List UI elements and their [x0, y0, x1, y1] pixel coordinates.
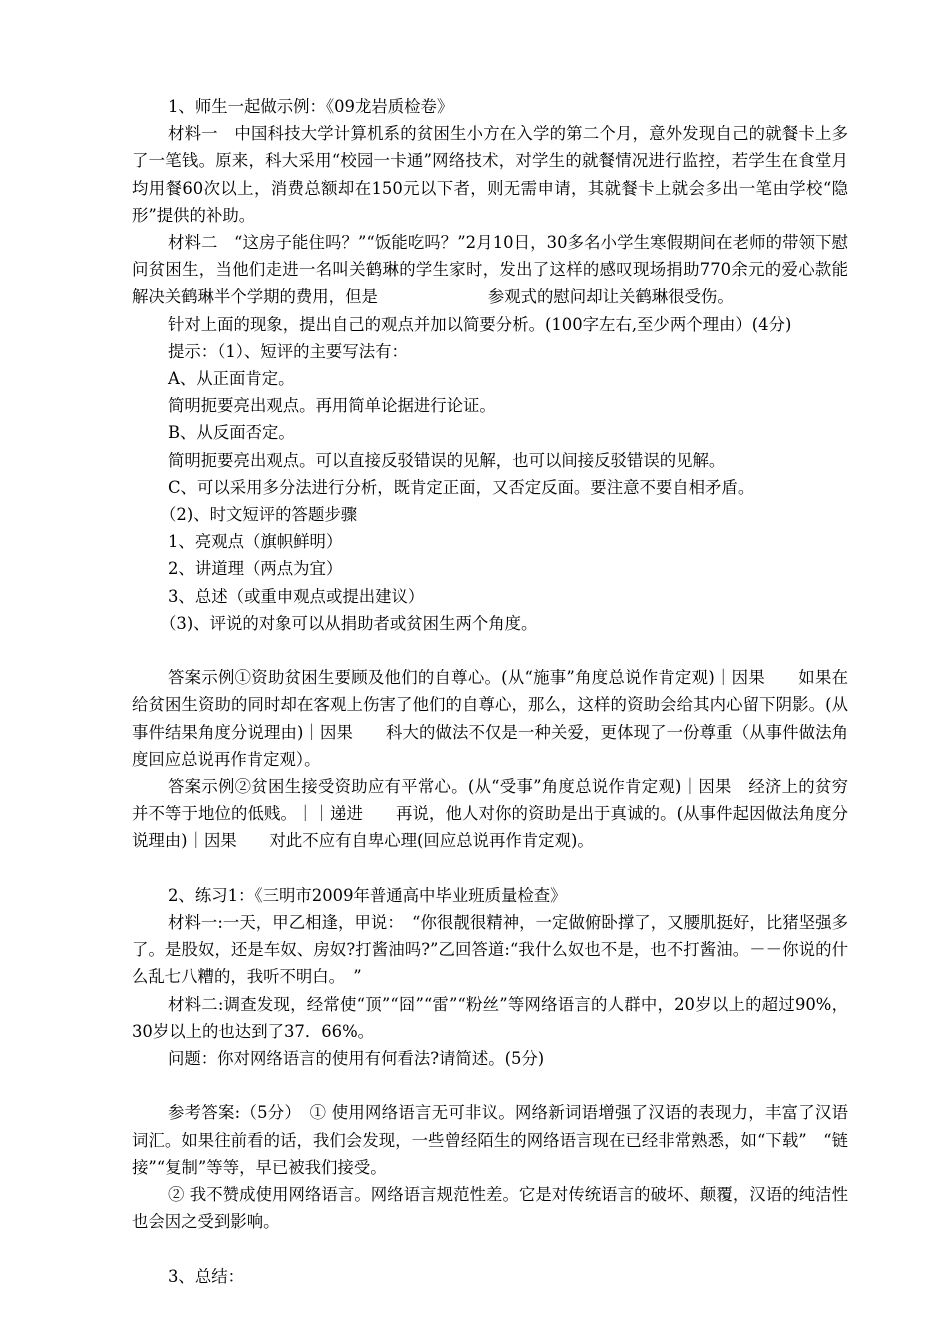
tip-line: 3、总述（或重申观点或提出建议）	[168, 586, 425, 606]
section1-material2-part-a: 材料二 “这房子能住吗？”“饭能吃吗？”2月10日，30多名小学生寒假期间在老师的带领下慰问贫困生，当他们走进一名叫关鹤琳的学生家时，发出了这样的感叹现场捐助770余元的爱心款能解决关鹤琳半个学期的费用，但是	[132, 233, 848, 307]
tip-line: A、从正面肯定。	[168, 369, 295, 389]
tip-line: （2)、时文短评的答题步骤	[160, 505, 358, 525]
tip-line: 提示：（1）、短评的主要写法有：	[168, 341, 408, 361]
section2-heading: 2、练习1：《三明市2009年普通高中毕业班质量检查》	[168, 885, 567, 905]
tip-line: 2、讲道理（两点为宜）	[168, 559, 343, 579]
blank-line	[132, 1072, 848, 1099]
blank-line	[132, 637, 848, 664]
tip-line: 1、亮观点（旗帜鲜明）	[168, 532, 343, 552]
section3-heading: 3、总结：	[168, 1266, 244, 1286]
section2-answer2: ② 我不赞成使用网络语言。网络语言规范性差。它是对传统语言的破坏、颠覆，汉语的纯洁性也会因之受到影响。	[132, 1185, 848, 1232]
section2-question: 问题：你对网络语言的使用有何看法?请简述。(5分)	[168, 1049, 545, 1069]
tip-line: B、从反面否定。	[168, 423, 295, 443]
section1-material1: 材料一 中国科技大学计算机系的贫困生小方在入学的第二个月，意外发现自己的就餐卡上多了一笔钱。原来，科大采用“校园一卡通”网络技术，对学生的就餐情况进行监控，若学生在食堂月均用餐60次以上，消费总额却在150元以下者，则无需申请，其就餐卡上就会多出一笔由学校“隐形”提供的补助。	[132, 124, 848, 225]
tip-line: （3)、评说的对象可以从捐助者或贫困生两个角度。	[160, 613, 538, 633]
section1-material2	[132, 229, 848, 311]
section2-material1: 材料一:一天，甲乙相逢，甲说： “你很靓很精神，一定做俯卧撑了，又腰肌挺好，比猪坚强多了。是股奴，还是车奴、房奴?打酱油吗?”乙回答道:“我什么奴也不是，也不打酱油。－－你说的什么乱七八糟的，我听不明白。 ”	[132, 913, 848, 987]
blank-line	[132, 855, 848, 882]
section1-material2-part-b: 参观式的慰问却让关鹤琳很受伤。	[487, 287, 734, 307]
document-page	[132, 93, 848, 1290]
blank-line	[132, 1235, 848, 1262]
tip-line: 简明扼要亮出观点。再用简单论据进行论证。	[168, 396, 496, 416]
section1-answer2: 答案示例②贫困生接受资助应有平常心。(从“受事”角度总说作肯定观)｜因果 经济上的贫穷并不等于地位的低贱。｜｜递进 再说，他人对你的资助是出于真诚的。(从事件起因做法角度分说理由)｜因果 对此不应有自卑心理(回应总说再作肯定观)。	[132, 777, 848, 851]
tip-line: C、可以采用多分法进行分析，既肯定正面，又否定反面。要注意不要自相矛盾。	[168, 477, 755, 497]
section2-answer1: 参考答案:（5分） ① 使用网络语言无可非议。网络新词语增强了汉语的表现力，丰富了汉语词汇。如果往前看的话，我们会发现，一些曾经陌生的网络语言现在已经非常熟悉，如“下载” “链接”“复制”等等，早已被我们接受。	[132, 1103, 848, 1177]
section1-question: 针对上面的现象，提出自己的观点并加以简要分析。(100字左右,至少两个理由）(4分)	[168, 314, 792, 334]
section2-material2: 材料二:调查发现，经常使“顶”“囧”“雷”“粉丝”等网络语言的人群中，20岁以上的超过90%，30岁以上的也达到了37．66%。	[132, 994, 848, 1041]
section1-answer1: 答案示例①资助贫困生要顾及他们的自尊心。(从“施事”角度总说作肯定观)｜因果 如果在给贫困生资助的同时却在客观上伤害了他们的自尊心，那么，这样的资助会给其内心留下阴影。(从事件结果角度分说理由)｜因果 科大的做法不仅是一种关爱，更体现了一份尊重（从事件做法角度回应总说再作肯定观）。	[132, 668, 848, 769]
tip-line: 简明扼要亮出观点。可以直接反驳错误的见解，也可以间接反驳错误的见解。	[168, 450, 726, 470]
section1-heading: 1、师生一起做示例：《09龙岩质检卷》	[168, 97, 454, 116]
